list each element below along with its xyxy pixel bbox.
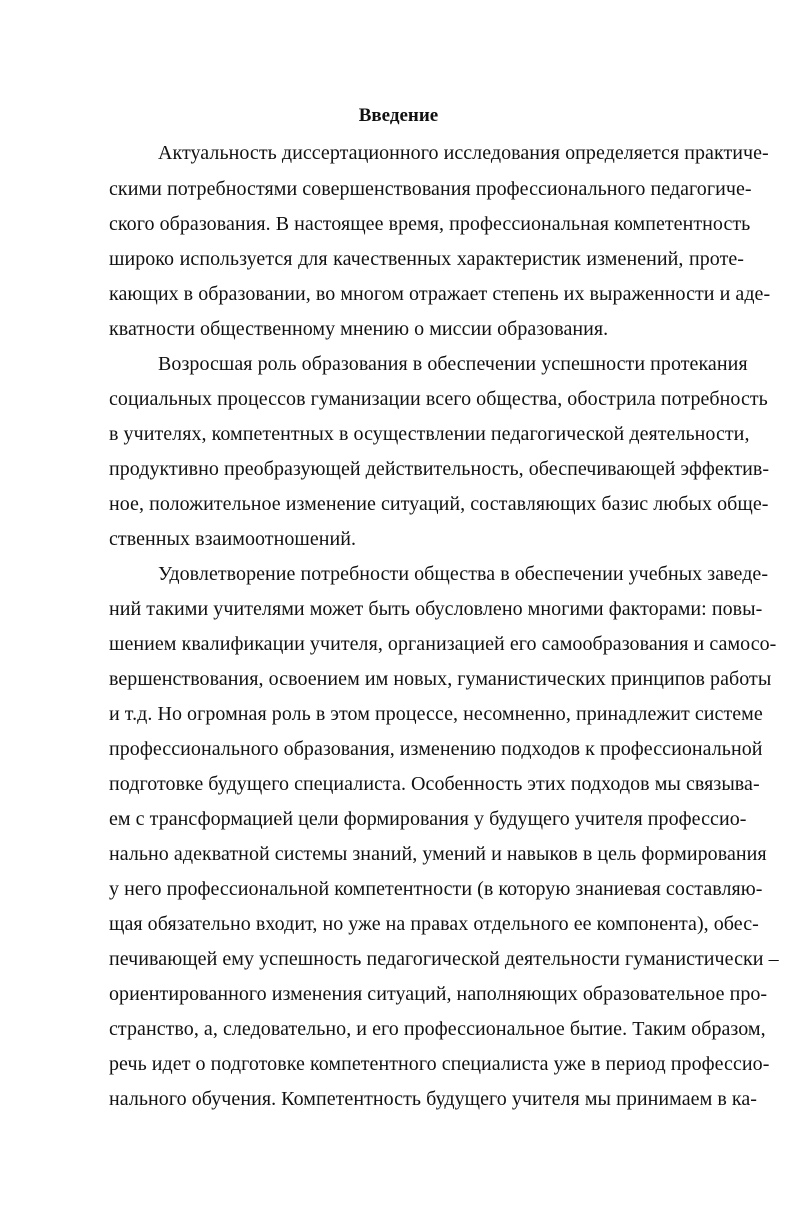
paragraph-line: ского образования. В настоящее время, профессиональная компетентность xyxy=(109,213,751,235)
paragraph-line: Возросшая роль образования в обеспечении успешности протекания xyxy=(158,353,748,375)
paragraph-line: странство, а, следовательно, и его профессиональное бытие. Таким образом, xyxy=(109,1018,766,1040)
paragraph-line: профессионального образования, изменению подходов к профессиональной xyxy=(109,738,763,760)
paragraph-line: шением квалификации учителя, организацией его самообразования и самосо- xyxy=(109,633,777,655)
paragraph-line: ное, положительное изменение ситуаций, составляющих базис любых обще- xyxy=(109,493,769,515)
paragraph-line: широко используется для качественных характеристик изменений, проте- xyxy=(109,248,744,270)
paragraph-line: скими потребностями совершенствования профессионального педагогиче- xyxy=(109,178,752,200)
paragraph-line: нально адекватной системы знаний, умений и навыков в цель формирования xyxy=(109,843,767,865)
paragraph-line: у него профессиональной компетентности (в которую знаниевая составляю- xyxy=(109,878,763,900)
paragraph-line: в учителях, компетентных в осуществлении педагогической деятельности, xyxy=(109,423,750,445)
section-title: Введение xyxy=(358,105,439,126)
paragraph-line: социальных процессов гуманизации всего общества, обострила потребность xyxy=(109,388,768,410)
paragraph-line: ний такими учителями может быть обусловлено многими факторами: повы- xyxy=(109,598,763,620)
paragraph-line: ственных взаимоотношений. xyxy=(109,528,357,550)
paragraph-line: речь идет о подготовке компетентного специалиста уже в период профессио- xyxy=(109,1053,770,1075)
paragraph-line: Удовлетворение потребности общества в обеспечении учебных заведе- xyxy=(158,563,769,585)
paragraph-line: ориентированного изменения ситуаций, наполняющих образовательное про- xyxy=(109,983,768,1005)
paragraph-line: Актуальность диссертационного исследования определяется практиче- xyxy=(158,142,769,164)
paragraph-line: щая обязательно входит, но уже на правах отдельного ее компонента), обес- xyxy=(109,913,759,935)
paragraph-line: ем с трансформацией цели формирования у будущего учителя профессио- xyxy=(109,808,747,830)
paragraph-line: подготовке будущего специалиста. Особенность этих подходов мы связыва- xyxy=(109,773,760,795)
paragraph-line: кватности общественному мнению о миссии образования. xyxy=(109,318,609,340)
paragraph-line: печивающей ему успешность педагогической деятельности гуманистически – xyxy=(109,948,779,970)
paragraph-line: продуктивно преобразующей действительность, обеспечивающей эффектив- xyxy=(109,458,770,480)
paragraph-line: кающих в образовании, во многом отражает степень их выраженности и аде- xyxy=(109,283,771,305)
paragraph-line: и т.д. Но огромная роль в этом процессе, несомненно, принадлежит системе xyxy=(109,703,763,725)
paragraph-line: вершенствования, освоением им новых, гуманистических принципов работы xyxy=(109,668,772,690)
paragraph-line: нального обучения. Компетентность будущего учителя мы принимаем в ка- xyxy=(109,1088,757,1110)
